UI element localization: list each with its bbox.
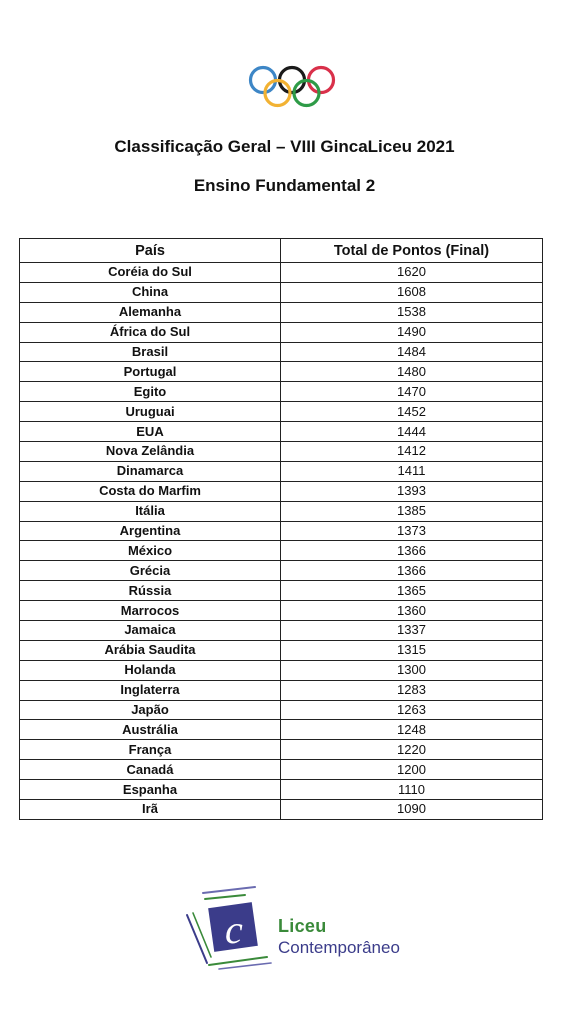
points-cell: 1248: [281, 720, 543, 740]
table-row: [20, 700, 543, 720]
logo-text-contemporaneo: Contemporâneo: [278, 938, 400, 957]
country-cell: Portugal: [20, 362, 281, 382]
table-row: [20, 800, 543, 820]
blue-ring: [251, 68, 276, 93]
table-header-row: [20, 239, 543, 263]
table-row: [20, 541, 543, 561]
country-cell: Canadá: [20, 760, 281, 780]
country-cell: África do Sul: [20, 322, 281, 342]
country-cell: México: [20, 541, 281, 561]
country-cell: Austrália: [20, 720, 281, 740]
country-cell: França: [20, 740, 281, 760]
country-cell: Marrocos: [20, 601, 281, 621]
country-cell: Brasil: [20, 342, 281, 362]
red-ring: [309, 68, 334, 93]
points-cell: 1300: [281, 660, 543, 680]
table-row: [20, 680, 543, 700]
points-cell: 1412: [281, 442, 543, 462]
table-row: [20, 402, 543, 422]
points-cell: 1360: [281, 601, 543, 621]
country-cell: Itália: [20, 501, 281, 521]
country-cell: Irã: [20, 800, 281, 820]
country-cell: Uruguai: [20, 402, 281, 422]
table-row: [20, 640, 543, 660]
table-row: [20, 263, 543, 283]
country-cell: Inglaterra: [20, 680, 281, 700]
table-row: [20, 720, 543, 740]
points-cell: 1484: [281, 342, 543, 362]
green-ring: [294, 81, 319, 106]
country-cell: Holanda: [20, 660, 281, 680]
country-cell: Alemanha: [20, 302, 281, 322]
points-cell: 1365: [281, 581, 543, 601]
points-cell: 1220: [281, 740, 543, 760]
points-cell: 1385: [281, 501, 543, 521]
table-row: [20, 481, 543, 501]
points-cell: 1480: [281, 362, 543, 382]
country-cell: Japão: [20, 700, 281, 720]
ranking-table-body: [20, 263, 543, 820]
points-cell: 1315: [281, 640, 543, 660]
column-header-points: Total de Pontos (Final): [281, 239, 543, 263]
table-row: [20, 740, 543, 760]
points-cell: 1608: [281, 282, 543, 302]
points-cell: 1337: [281, 621, 543, 641]
table-row: [20, 322, 543, 342]
points-cell: 1366: [281, 541, 543, 561]
table-row: [20, 780, 543, 800]
country-cell: Rússia: [20, 581, 281, 601]
table-row: [20, 581, 543, 601]
country-cell: Egito: [20, 382, 281, 402]
points-cell: 1620: [281, 263, 543, 283]
table-row: [20, 442, 543, 462]
points-cell: 1411: [281, 461, 543, 481]
points-cell: 1200: [281, 760, 543, 780]
country-cell: Costa do Marfim: [20, 481, 281, 501]
country-cell: Espanha: [20, 780, 281, 800]
logo-text-liceu: Liceu: [278, 916, 327, 936]
points-cell: 1283: [281, 680, 543, 700]
country-cell: Arábia Saudita: [20, 640, 281, 660]
yellow-ring: [265, 81, 290, 106]
table-row: [20, 382, 543, 402]
points-cell: 1366: [281, 561, 543, 581]
black-ring: [280, 68, 305, 93]
table-row: [20, 561, 543, 581]
column-header-country: País: [20, 239, 281, 263]
points-cell: 1538: [281, 302, 543, 322]
table-row: [20, 342, 543, 362]
points-cell: 1444: [281, 422, 543, 442]
country-cell: China: [20, 282, 281, 302]
country-cell: Nova Zelândia: [20, 442, 281, 462]
points-cell: 1490: [281, 322, 543, 342]
table-row: [20, 601, 543, 621]
table-row: [20, 760, 543, 780]
points-cell: 1470: [281, 382, 543, 402]
points-cell: 1263: [281, 700, 543, 720]
country-cell: Argentina: [20, 521, 281, 541]
page-title: Classificação Geral – VIII GincaLiceu 2021: [114, 137, 455, 156]
country-cell: Dinamarca: [20, 461, 281, 481]
page-subtitle: Ensino Fundamental 2: [193, 176, 376, 195]
table-row: [20, 282, 543, 302]
points-cell: 1452: [281, 402, 543, 422]
points-cell: 1090: [281, 800, 543, 820]
country-cell: Grécia: [20, 561, 281, 581]
country-cell: Coréia do Sul: [20, 263, 281, 283]
ranking-table: [19, 238, 543, 820]
table-row: [20, 501, 543, 521]
svg-text:c: c: [225, 907, 243, 952]
olympic-rings-logo: [247, 64, 337, 110]
table-row: [20, 660, 543, 680]
table-row: [20, 422, 543, 442]
table-row: [20, 362, 543, 382]
points-cell: 1373: [281, 521, 543, 541]
table-row: [20, 621, 543, 641]
points-cell: 1110: [281, 780, 543, 800]
table-row: [20, 302, 543, 322]
country-cell: Jamaica: [20, 621, 281, 641]
table-row: [20, 521, 543, 541]
country-cell: EUA: [20, 422, 281, 442]
table-row: [20, 461, 543, 481]
points-cell: 1393: [281, 481, 543, 501]
